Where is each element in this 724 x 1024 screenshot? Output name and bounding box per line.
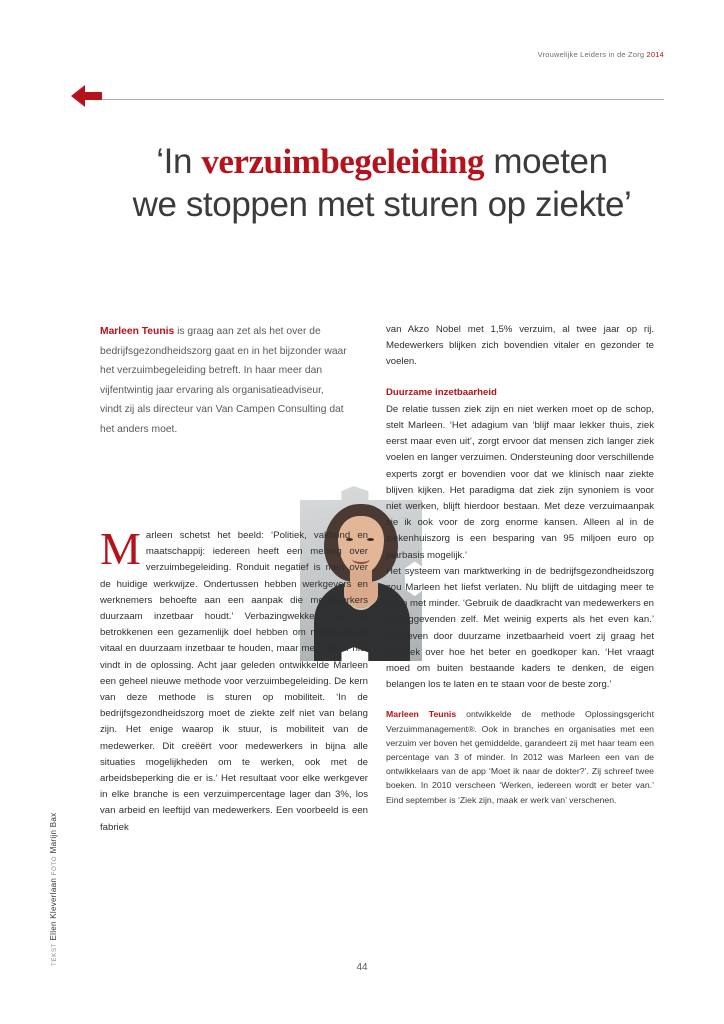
credit-foto-label: FOTO xyxy=(51,855,58,876)
headline-line2: we stoppen met sturen op ziekte’ xyxy=(132,185,632,224)
running-head-title: Vrouwelijke Leiders in de Zorg xyxy=(537,50,647,59)
page-number: 44 xyxy=(356,962,368,973)
headline-line1-pre: ‘In xyxy=(156,142,202,181)
intro-lead-name: Marleen Teunis xyxy=(100,326,175,337)
page-headline xyxy=(98,140,666,226)
drop-cap: M xyxy=(100,523,141,574)
header-divider-rule xyxy=(92,99,664,100)
body-column-left xyxy=(100,523,368,836)
left-body-paragraph xyxy=(100,523,368,836)
right-paragraph-1: De relatie tussen ziek zijn en niet werken moet op de schop, stelt Marleen. ‘Het adagium van ‘blijf maar lekker thuis, ziek eerst maar even uit’, zorgt ervoor dat mensen zich langer ziek voelen en langer verzuimen. Ondersteuning door verschillende experts zorgt er bovendien voor dat we klinisch naar ziekte blijven kijken. Het paradigma dat ziek zijn synoniem is voor niet werken, blijft hierdoor bestaan. Met deze verzuimaanpak zie ik ook voor de zorg enorme kansen. Alleen al in de ziekenhuiszorg is een besparing van 95 miljoen euro op jaarbasis mogelijk.’ xyxy=(386,403,654,561)
bio-name: Marleen Teunis xyxy=(386,709,457,720)
credit-foto-value: Marijn Bax xyxy=(49,812,58,854)
photo-text-credit xyxy=(49,813,58,966)
intro-paragraph xyxy=(100,322,348,440)
running-head xyxy=(538,50,664,59)
credit-tekst-label: TEKST xyxy=(51,943,58,966)
headline-line1-post: moeten xyxy=(484,142,608,181)
portrait-eye-right xyxy=(367,538,374,541)
right-top-paragraph: van Akzo Nobel met 1,5% verzuim, al twee jaar op rij. Medewerkers blijken zich bovendien vitaler en gezonder te voelen. xyxy=(386,324,654,368)
left-body-text: arleen schetst het beeld: ‘Politiek, vakbond en maatschappij: iedereen heeft een mening over verzuimbegeleiding. Ronduit negatief is men over de huidige werkwijze. Ondertussen hebben werkgevers en werknemers behoefte aan een aanpak die medewerkers duurzaam inzetbaar houdt.’ Verbazingwekkend is dat betrokkenen een gezamenlijk doel hebben om medewerkers vitaal en duurzaam inzetbaar te houden, maar men elkaar niet vindt in de oplossing. Acht jaar geleden ontwikkelde Marleen een geheel nieuwe methode voor verzuimbegeleiding. De kern van deze methode is sturen op mobiliteit. ‘In de bedrijfsgezondheidszorg moet de ziekte zelf niet van belang zijn. Het enige waarop ik stuur, is mobiliteit van de medewerker. Dit creëërt voor medewerkers in bijna alle situaties mogelijkheden om te werken, ook met de arbeidsbeperking die er is.’ Het resultaat voor elke werkgever in elke branche is een verzuimpercentage lager dan 3%, los van arbeid en leeftijd van medewerkers. Een voorbeeld is een fabriek xyxy=(100,530,368,833)
credit-tekst-value: Ellen Kleverlaan xyxy=(49,877,58,941)
author-bio xyxy=(386,707,654,806)
section-subheading: Duurzame inzetbaarheid xyxy=(386,386,497,398)
right-paragraph-2: Het systeem van marktwerking in de bedrijfsgezondheidszorg zou Marleen het liefst verlaten. Nu blijft de uitdaging meer te doen met minder. ‘Gebruik de daadkracht van medewerkers en leidinggevenden zelf. Met weinig experts als het even kan.’ Gedreven door duurzame inzetbaarheid voert zij graag het gesprek over hoe het beter en goedkoper kan. ‘Het vraagt moed om buiten bestaande kaders te denken, de eigen belangen los te laten en te staan voor de beste zorg.’ xyxy=(386,565,654,691)
running-head-year: 2014 xyxy=(646,50,664,59)
arrow-marker-icon xyxy=(69,83,103,109)
bio-text: ontwikkelde de methode Oplossingsgericht Verzuimmanagement®. Ook in branches en organisaties met een verzuim ver boven het gemiddelde, garandeert zij met haar team een percentage van 3 of minder. In 2012 was Marleen een van de ontwikkelaars van de app ‘Moet ik naar de dokter?’. Zij schreef twee boeken. In 2010 verscheen ‘Werken, iedereen wordt er beter van.’ Eind september is ‘Ziek zijn, maak er werk van’ verschenen. xyxy=(386,709,654,805)
intro-text: is graag aan zet als het over de bedrijfsgezondheidszorg gaat en in het bijzonder waar het verzuimbegeleiding betreft. In haar meer dan vijfentwintig jaar ervaring als organisatieadviseur, vindt zij als directeur van Van Campen Consulting dat het anders moet. xyxy=(100,326,347,435)
body-column-right xyxy=(386,322,654,807)
headline-emphasis: verzuimbegeleiding xyxy=(201,142,485,181)
